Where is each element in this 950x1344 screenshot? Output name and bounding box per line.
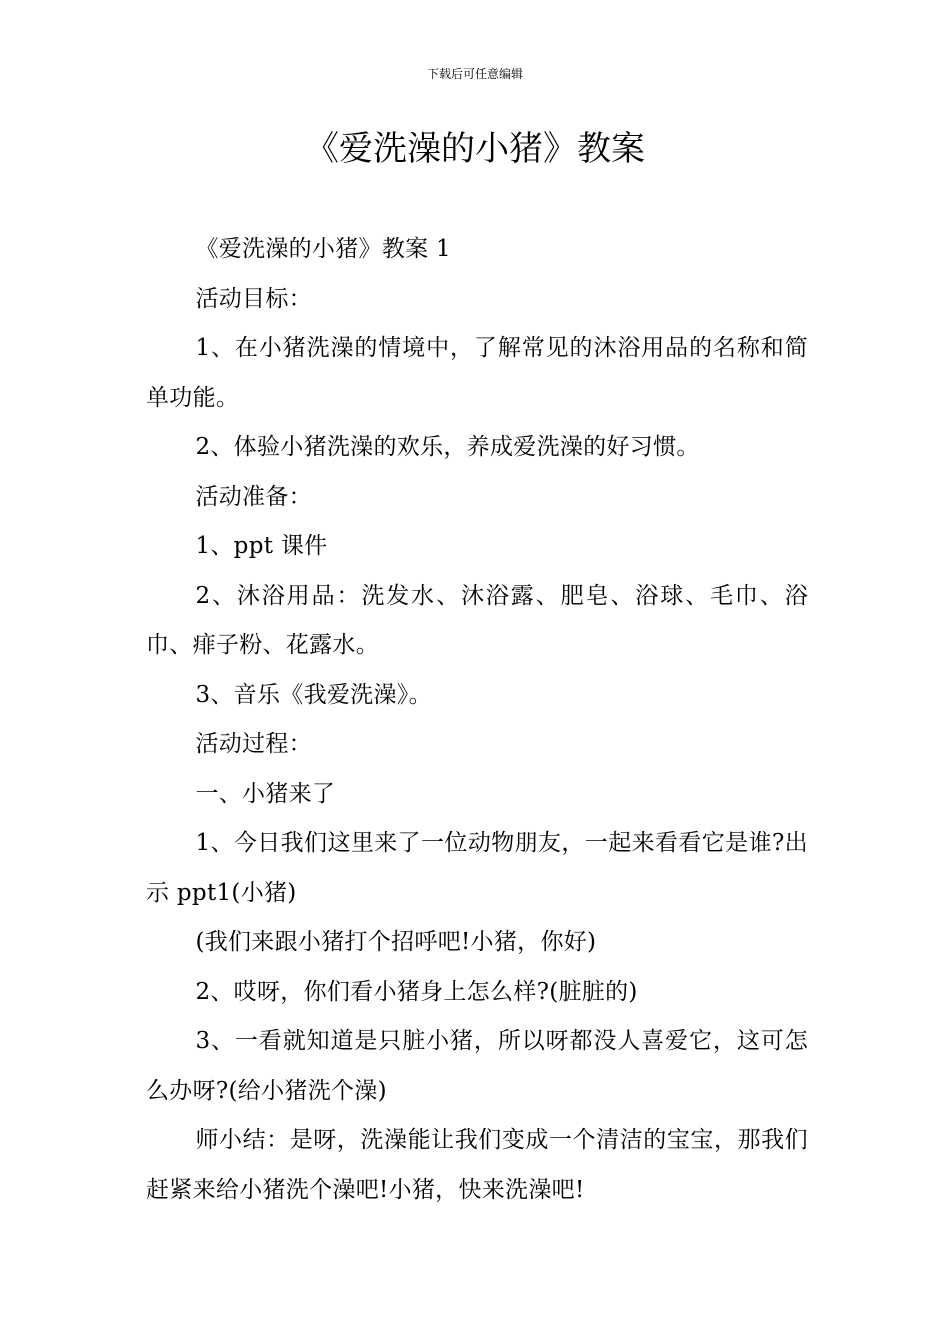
paragraph-process-label: 活动过程：: [195, 731, 312, 757]
paragraph-step-3: 3、一看就知道是只脏小猪，所以呀都没人喜爱它，这可怎么办呀?(给小猪洗个澡): [146, 1028, 808, 1104]
paragraph-goal-2: 2、体验小猪洗澡的欢乐，养成爱洗澡的好习惯。: [195, 434, 700, 460]
paragraph-step-2: 2、哎呀，你们看小猪身上怎么样?(脏脏的): [195, 978, 638, 1005]
paragraph-step-1-note: (我们来跟小猪打个招呼吧!小猪，你好): [195, 929, 597, 955]
paragraph-prep-3: 3、音乐《我爱洗澡》。: [195, 681, 432, 708]
document-body: [146, 225, 808, 1215]
paragraph-summary: 师小结：是呀，洗澡能让我们变成一个清洁的宝宝，那我们赶紧来给小猪洗个澡吧!小猪，快来洗澡吧!: [146, 1127, 808, 1203]
paragraph-section-1: 一、小猪来了: [195, 780, 336, 807]
paragraph-prep-2: 2、沐浴用品：洗发水、沐浴露、肥皂、浴球、毛巾、浴巾、痱子粉、花露水。: [146, 582, 808, 658]
paragraph-step-1: 1、今日我们这里来了一位动物朋友，一起来看看它是谁?出示 ppt1(小猪): [146, 830, 808, 906]
paragraph-prep-1: 1、ppt 课件: [195, 533, 328, 559]
header-note: 下载后可任意编辑: [426, 67, 523, 81]
paragraph-heading: 《爱洗澡的小猪》教案 1: [195, 236, 451, 262]
paragraph-prep-label: 活动准备：: [195, 483, 312, 510]
page-title: 《爱洗澡的小猪》教案: [305, 129, 645, 169]
paragraph-goal-1: 1、在小猪洗澡的情境中，了解常见的沐浴用品的名称和简单功能。: [146, 335, 808, 411]
paragraph-goals-label: 活动目标：: [195, 285, 312, 312]
